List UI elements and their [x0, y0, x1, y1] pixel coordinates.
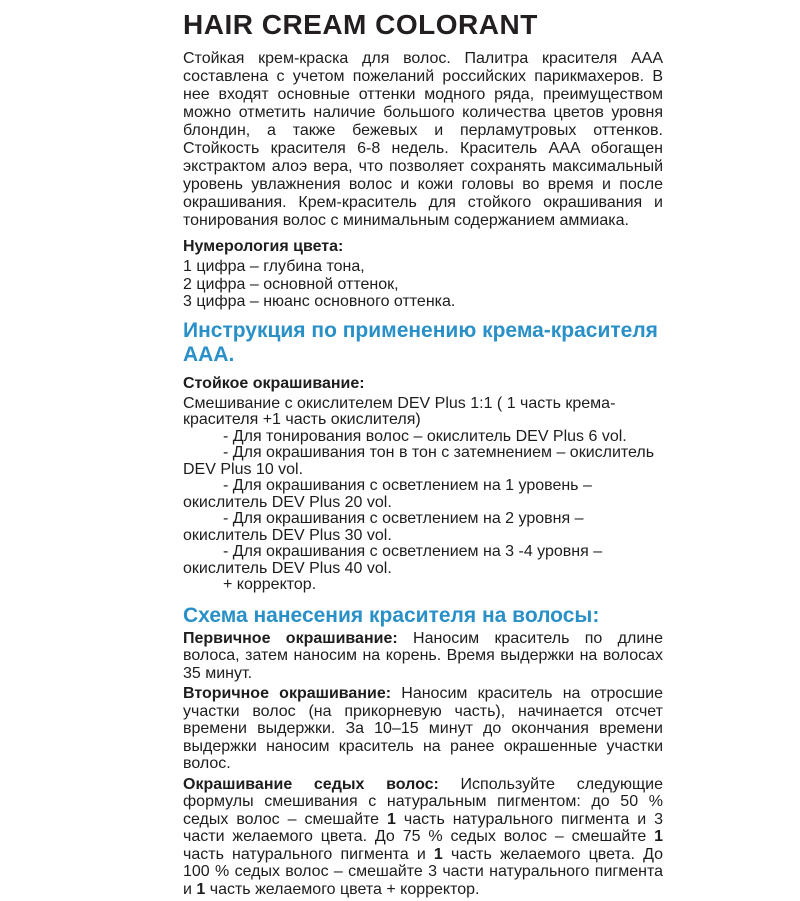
numerology-item: 2 цифра – основной оттенок,: [183, 275, 399, 293]
gray-hair-coloring-text: Используйте следующие формулы смешивания с натуральным пигментом: до 50 % седых волос – смешайте 1 часть натурального пигмента и 3 части желаемого цвета. До 75 % седых волос – смешайте 1 часть натурального пигмента и 1 часть желаемого цвета. До 100 % седых волос – смешайте 3 части натурального пигмента и 1 часть желаемого цвета + корректор.: [183, 775, 663, 898]
mixing-paragraph: [183, 396, 663, 429]
gray-hair-coloring-paragraph: [183, 776, 663, 899]
scheme-paragraphs: [183, 630, 663, 899]
secondary-coloring-text: Наносим краситель на отросшие участки волос (на прикорневую часть), начинается отсчет времени выдержки. За 10–15 минут до окончания времени выдержки наносим краситель на ранее окрашенные участки волос.: [183, 685, 664, 772]
oxidizer-item: - Для окрашивания с осветлением на 1 уровень – окислитель DEV Plus 20 vol.: [183, 477, 592, 511]
scheme-heading: Схема нанесения красителя на волосы:: [183, 603, 600, 627]
numerology-list: [183, 258, 663, 311]
gray-hair-coloring-label: Окрашивание седых волос:: [183, 775, 439, 793]
oxidizer-list: [183, 429, 663, 594]
oxidizer-item: - Для тонирования волос – окислитель DEV Plus 6 vol.: [223, 427, 627, 445]
page-title: HAIR CREAM COLORANT: [183, 9, 538, 40]
primary-coloring-label: Первичное окрашивание:: [183, 629, 398, 647]
oxidizer-item: - Для окрашивания с осветлением на 2 уровня – окислитель DEV Plus 30 vol.: [183, 510, 584, 544]
oxidizer-item: - Для окрашивания тон в тон с затемнением – окислитель DEV Plus 10 vol.: [183, 444, 655, 478]
primary-coloring-text: Наносим краситель по длине волоса, затем наносим на корень. Время выдержки на волосах 35 минут.: [183, 629, 663, 682]
numerology-heading: Нумерология цвета:: [183, 238, 344, 255]
persistent-coloring-subheading: Стойкое окрашивание:: [183, 374, 365, 392]
secondary-coloring-paragraph: [183, 685, 663, 773]
mixing-line: Смешивание с окислителем DEV Plus 1:1 ( 1 часть крема-: [183, 394, 616, 412]
primary-coloring-paragraph: [183, 630, 663, 683]
instruction-heading: Инструкция по применению крема-красителя AAA.: [183, 318, 658, 366]
intro-paragraph: Стойкая крем-краска для волос. Палитра красителя AAA составлена с учетом пожеланий российских парикмахеров. В нее входят основные оттенки модного ряда, преимуществом можно отметить наличие большого количества цветов уровня блондин, а также бежевых и перламутровых оттенков. Стойкость красителя 6-8 недель. Краситель AAA обогащен экстрактом алоэ вера, что позволяет сохранять максимальный уровень увлажнения волос и кожи головы во время и после окрашивания. Крем-краситель для стойкого окрашивания и тонирования волос с минимальным содержанием аммиака.: [183, 50, 663, 229]
document-page: [183, 10, 663, 901]
numerology-item: 1 цифра – глубина тона,: [183, 258, 365, 275]
secondary-coloring-label: Вторичное окрашивание:: [183, 685, 392, 702]
mixing-line: красителя +1 часть окислителя): [183, 411, 421, 428]
oxidizer-item: - Для окрашивания с осветлением на 3 -4 уровня – окислитель DEV Plus 40 vol.: [183, 543, 603, 577]
corrector-item: + корректор.: [223, 576, 317, 593]
numerology-item: 3 цифра – нюанс основного оттенка.: [183, 293, 456, 310]
